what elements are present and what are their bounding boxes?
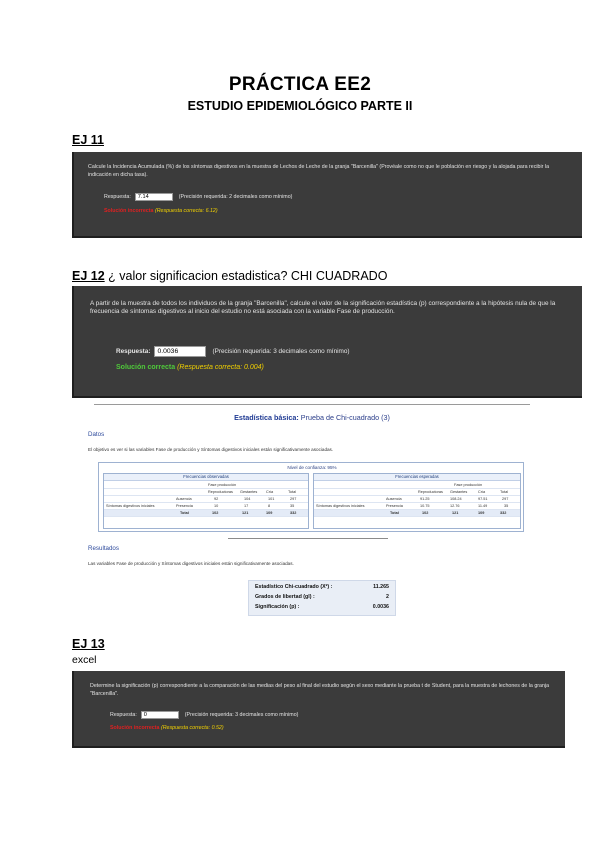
ej13-label: EJ 13 [72,637,105,651]
table-cell: 35 [290,504,295,508]
ej11-label: EJ 11 [72,133,104,147]
expected-col-header: Cría [478,490,486,494]
ej12-heading [72,269,387,283]
contingency-table [98,462,524,532]
expected-fase-header: Fase producción [454,483,483,487]
ej12-answer-input[interactable]: 0.0036 [154,346,206,357]
observed-col-header-row [104,489,308,496]
observed-col-header: Gestantes [240,490,258,494]
ej13-note: excel [72,654,97,666]
ej11-answer-row [104,193,292,201]
table-cell: 104 [244,497,251,501]
observed-fase-header: Fase producción [208,483,237,487]
report-title-bold: Estadística básica: [234,413,299,422]
ej12-answer-note: (Precisión requerida: 3 decimales como mínimo) [212,348,350,355]
ej13-answer-label: Respuesta: [110,712,137,718]
table-cell: 121 [452,511,459,515]
ej12-panel [72,286,582,398]
table-cell: 102 [422,511,429,515]
table-row [104,496,308,503]
table-cell: 11.49 [478,504,488,508]
expected-title: Frecuencias esperadas [314,474,520,481]
expected-table [313,473,521,529]
expected-col-header: Reproductoras [418,490,443,494]
ej12-feedback [116,364,264,371]
row-label: Total [390,511,399,515]
ej13-feedback [110,725,224,731]
row-variable: Síntomas digestivos iniciales [106,504,155,508]
stat-value: 0.0036 [372,604,389,610]
row-label: Presencia [386,504,403,508]
observed-col-header: Cría [266,490,274,494]
ej12-question: ¿ valor significacion estadistica? CHI CUADRADO [108,269,388,283]
ej13-statement: Determine la significación (p) correspondiente a la comparación de las medias del peso al final del estudio según el sexo mediante la prueba t de Student, para la muestra de lechones de la granja "Barcenilla". [90,683,550,697]
row-label: Ausencia [176,497,192,501]
row-label: Presencia [176,504,193,508]
observed-col-header: Reproductoras [208,490,233,494]
ej11-answer-input[interactable]: 7.14 [135,193,173,201]
ej12-answer-row [116,346,350,357]
datos-heading: Datos [88,431,105,438]
row-variable: Síntomas digestivos iniciales [316,504,365,508]
ej13-panel [72,671,565,748]
table-cell: 10 [214,504,219,508]
table-cell: 297 [502,497,509,501]
expected-col-header: Total [500,490,509,494]
table-cell: 121 [242,511,249,515]
table-row [314,510,520,517]
ej13-heading [72,637,105,651]
stat-value: 11.265 [373,584,389,590]
table-row [314,503,520,510]
resultados-heading: Resultados [88,545,119,552]
expected-col-header-row [314,489,520,496]
stat-label: Grados de libertad (gl) : [255,594,315,600]
ej12-answer-label: Respuesta: [116,348,151,355]
table-cell: 108.24 [450,497,462,501]
ej13-feedback-status: Solución incorrecta [110,725,160,731]
ej13-answer-input[interactable]: 0 [141,711,179,719]
report-top-rule [94,404,530,405]
table-cell: 91.25 [420,497,430,501]
ej12-feedback-status: Solución correcta [116,364,176,371]
table-cell: 12.76 [450,504,460,508]
table-row [314,496,520,503]
expected-col-header: Gestantes [450,490,468,494]
table-cell: 8 [268,504,271,508]
table-cell: 101 [268,497,275,501]
ej11-answer-label: Respuesta: [104,194,131,200]
stat-gl [255,594,389,603]
chi-square-report [88,404,536,544]
stat-p [255,604,389,613]
observed-col-header: Total [288,490,297,494]
table-cell: 297 [290,497,297,501]
ej11-feedback-status: Solución incorrecta [104,208,154,214]
ej12-feedback-hint: (Respuesta correcta: 0.004) [177,364,264,371]
report-title-rest: Prueba de Chi-cuadrado (3) [298,413,390,422]
stat-label: Estadístico Chi-cuadrado (X²) : [255,584,333,590]
stat-label: Significación (p) : [255,604,300,610]
ej12-statement: A partir de la muestra de todos los individuos de la granja "Barcenilla", calcule el valor de la significación estadística (p) correspondiente a la hipótesis nula de que la frecuencia de síntomas digestivos al inicio del estudio no está asociada con la variable Fase de producción. [90,300,556,316]
page-subtitle: ESTUDIO EPIDEMIOLÓGICO PARTE II [187,99,413,113]
table-cell: 35 [504,504,509,508]
table-cell: 102 [212,511,219,515]
ej11-statement: Calcule la Incidencia Acumulada (%) de los síntomas digestivos en la muestra de Lechos de Leche de la granja "Barcenilla" (Provéale como no que le población en riesgo y la alojada para recibir la indicación en dicha tasa). [88,164,550,178]
ej11-answer-note: (Precisión requerida: 2 decimales como mínimo) [178,194,293,200]
ej13-answer-note: (Precisión requerida: 3 decimales como mínimo) [184,712,299,718]
ej13-feedback-hint: (Respuesta correcta: 0.52) [160,725,224,731]
ej13-answer-row [110,711,298,719]
resultados-text: Las variables Fase de producción y Síntomas digestivos iniciales están significativamente asociadas. [88,561,294,566]
report-separator [228,538,388,539]
table-cell: 17 [244,504,249,508]
results-stats-box [248,580,396,616]
ej12-label: EJ 12 [72,269,105,283]
table-row [104,510,308,517]
datos-text: El objetivo es ver si las variables Fase de producción y Síntomas digestivos iniciales están significativamente asociadas. [88,447,334,452]
observed-table [103,473,309,529]
ej11-panel [72,152,582,238]
table-cell: 332 [500,511,507,515]
observed-title: Frecuencias observadas [104,474,308,481]
table-cell: 92 [214,497,219,501]
ej11-heading [72,133,104,147]
row-label: Total [180,511,189,515]
row-label: Ausencia [386,497,402,501]
table-row [104,503,308,510]
stat-chi2 [255,584,389,593]
stat-value: 2 [386,594,389,600]
table-cell: 10.75 [420,504,430,508]
confidence-caption: Nivel de confianza: 95% [287,465,337,470]
ej11-feedback [104,208,218,214]
page-title: PRÁCTICA EE2 [228,74,372,95]
table-cell: 97.51 [478,497,488,501]
ej11-feedback-hint: (Respuesta correcta: 6.12) [154,208,218,214]
table-cell: 109 [478,511,485,515]
report-title [88,413,536,422]
table-cell: 109 [266,511,273,515]
table-cell: 332 [290,511,297,515]
expected-fase-row [314,482,520,489]
observed-fase-row [104,482,308,489]
